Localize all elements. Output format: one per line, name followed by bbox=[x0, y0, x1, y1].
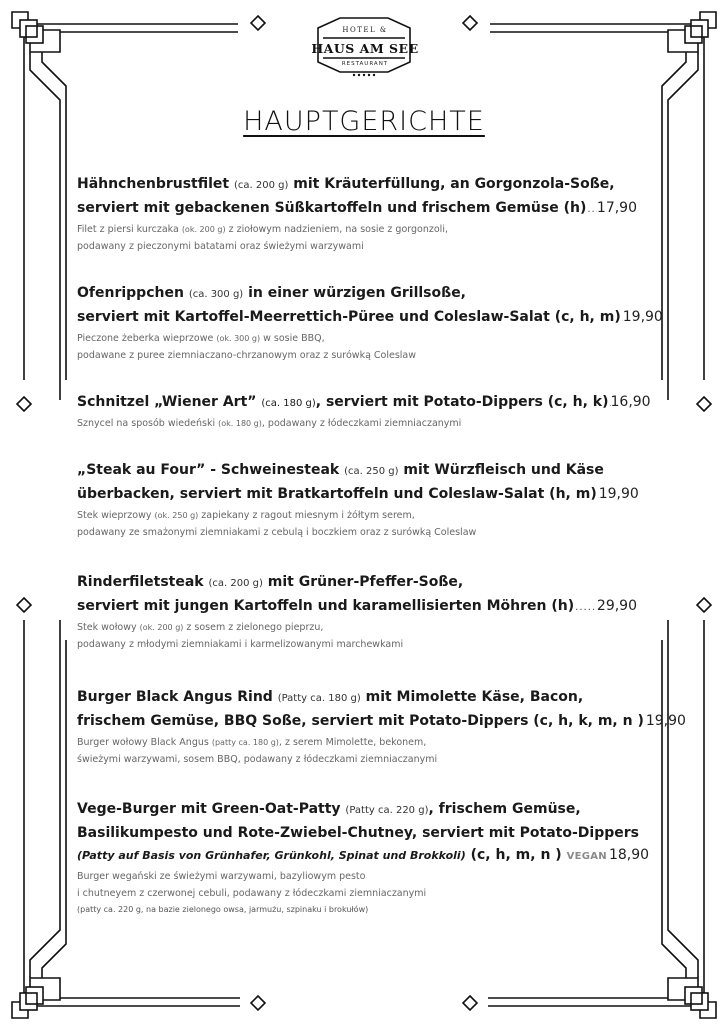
menu-item bbox=[77, 686, 686, 768]
dish-name-line: „Steak au Four” - Schweinesteak (ca. 250 g) mit Würzfleisch und Käse bbox=[77, 462, 604, 478]
menu-item bbox=[77, 391, 651, 432]
dish-price-line: Schnitzel „Wiener Art” (ca. 180 g), serviert mit Potato-Dippers (c, h, k) ..... 16,90 bbox=[77, 391, 637, 415]
dish-price: 18,90 bbox=[608, 847, 650, 863]
menu-item bbox=[77, 173, 637, 255]
diamond-ornament bbox=[251, 996, 265, 1010]
logo-line-restaurant: RESTAURANT bbox=[341, 61, 389, 67]
diamond-ornament bbox=[251, 16, 265, 30]
dish-price: 19,90 bbox=[598, 486, 639, 502]
dish-translation: podawany z młodymi ziemniakami i karmelizowanymi marchewkami bbox=[77, 639, 404, 650]
menu-item bbox=[77, 798, 650, 918]
allergen-codes: (c, h, m) bbox=[554, 309, 621, 325]
dish-price: 29,90 bbox=[596, 598, 637, 614]
menu-item bbox=[77, 571, 637, 653]
dish-translation: podawany z pieczonymi batatami oraz świeżymi warzywami bbox=[77, 241, 364, 252]
dish-price: 17,90 bbox=[596, 200, 637, 216]
dish-name-line: Hähnchenbrustfilet (ca. 200 g) mit Kräuterfüllung, an Gorgonzola-Soße, bbox=[77, 176, 615, 192]
menu-item bbox=[77, 459, 637, 541]
menu-item bbox=[77, 282, 663, 364]
dish-name-line: Vege-Burger mit Green-Oat-Patty (Patty ca. 220 g), frischem Gemüse, bbox=[77, 801, 581, 817]
dish-price-line: überbacken, serviert mit Bratkartoffeln und Coleslaw-Salat (h, m) ..... 19,90 bbox=[77, 483, 637, 507]
dish-name-line: Rinderfiletsteak (ca. 200 g) mit Grüner-Pfeffer-Soße, bbox=[77, 574, 464, 590]
dish-translation: podawany ze smażonymi ziemniakami z cebulą i boczkiem oraz z surówką Coleslaw bbox=[77, 527, 477, 538]
allergen-codes: (c, h, k, m, n ) bbox=[533, 713, 644, 729]
allergen-codes: (h) bbox=[551, 598, 575, 614]
diamond-ornament bbox=[463, 996, 477, 1010]
dish-translation: Stek wołowy (ok. 200 g) z sosem z zielonego pieprzu, bbox=[77, 622, 324, 633]
diamond-ornament bbox=[17, 598, 31, 612]
diamond-ornament bbox=[697, 598, 711, 612]
dish-price-line: serviert mit Kartoffel-Meerrettich-Püree und Coleslaw-Salat (c, h, m) ..... 19,90 bbox=[77, 306, 637, 330]
hotel-logo bbox=[306, 18, 424, 80]
allergen-codes: (h, m) bbox=[549, 486, 597, 502]
dish-translation: Burger wegański ze świeżymi warzywami, bazyliowym pesto bbox=[77, 871, 366, 882]
dish-translation: Sznycel na sposób wiedeński (ok. 180 g), podawany z łódeczkami ziemniaczanymi bbox=[77, 418, 462, 429]
dish-price: 16,90 bbox=[610, 394, 651, 410]
dish-price: 19,90 bbox=[622, 309, 663, 325]
diamond-ornament bbox=[697, 397, 711, 411]
dish-translation: świeżymi warzywami, sosem BBQ, podawany z łódeczkami ziemniaczanymi bbox=[77, 754, 438, 765]
dish-translation: Pieczone żeberka wieprzowe (ok. 300 g) w sosie BBQ, bbox=[77, 333, 325, 344]
allergen-codes: (c, h, k) bbox=[547, 394, 609, 410]
dish-translation: i chutneyem z czerwonej cebuli, podawany z łódeczkami ziemniaczanymi bbox=[77, 888, 427, 899]
page-title: HAUPTGERICHTE bbox=[243, 106, 485, 137]
allergen-codes: (c, h, m, n ) bbox=[470, 847, 562, 863]
dish-translation: Stek wieprzowy (ok. 250 g) zapiekany z ragout miesnym i żółtym serem, bbox=[77, 510, 415, 521]
dish-price: 19,90 bbox=[645, 713, 686, 729]
dish-price-line: (Patty auf Basis von Grünhafer, Grünkohl, Spinat und Brokkoli) (c, h, m, n ) VEGAN ..... 18,90 bbox=[77, 844, 637, 868]
dish-name-line: Ofenrippchen (ca. 300 g) in einer würzigen Grillsoße, bbox=[77, 285, 467, 301]
dish-name-line: Burger Black Angus Rind (Patty ca. 180 g) mit Mimolette Käse, Bacon, bbox=[77, 689, 584, 705]
dish-translation: Filet z piersi kurczaka (ok. 200 g) z ziołowym nadzieniem, na sosie z gorgonzoli, bbox=[77, 224, 448, 235]
dish-price-line: frischem Gemüse, BBQ Soße, serviert mit Potato-Dippers (c, h, k, m, n ) ..... 19,90 bbox=[77, 710, 637, 734]
dish-translation: podawane z puree ziemniaczano-chrzanowym oraz z surówką Coleslaw bbox=[77, 350, 417, 361]
dish-translation: (patty ca. 220 g, na bazie zielonego owsa, jarmużu, szpinaku i brokułów) bbox=[77, 905, 369, 914]
dish-price-line: serviert mit jungen Kartoffeln und karamellisierten Möhren (h) ..... 29,90 bbox=[77, 595, 637, 619]
diamond-ornament bbox=[463, 16, 477, 30]
logo-line-name: HAUS AM SEE bbox=[311, 41, 419, 56]
diamond-ornament bbox=[17, 397, 31, 411]
allergen-codes: (h) bbox=[563, 200, 587, 216]
dish-name-line: Basilikumpesto und Rote-Zwiebel-Chutney, serviert mit Potato-Dippers bbox=[77, 825, 639, 841]
dish-price-line: serviert mit gebackenen Süßkartoffeln und frischem Gemüse (h) ..... 17,90 bbox=[77, 197, 637, 221]
logo-line-hotel: HOTEL & bbox=[342, 26, 388, 34]
dish-translation: Burger wołowy Black Angus (patty ca. 180 g), z serem Mimolette, bekonem, bbox=[77, 737, 427, 748]
vegan-badge: VEGAN bbox=[566, 851, 607, 862]
